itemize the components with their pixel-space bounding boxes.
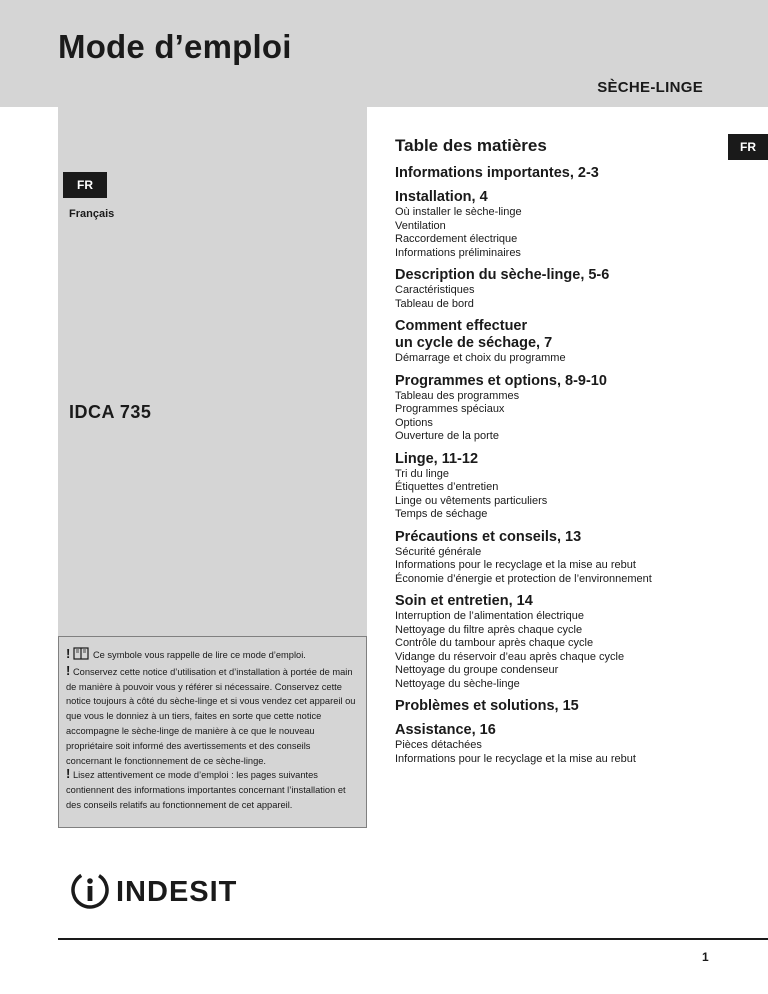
toc-item: Informations préliminaires [395, 246, 521, 259]
toc-section [395, 267, 725, 311]
toc-item: Où installer le sèche-linge [395, 206, 522, 218]
toc-list [395, 165, 725, 773]
toc-heading: Table des matières [395, 136, 547, 155]
toc-section-title: Linge, 11-12 [395, 450, 479, 467]
toc-section [395, 373, 725, 444]
toc-item: Informations pour le recyclage et la mise au rebut [395, 559, 636, 571]
toc-section [395, 698, 725, 715]
notice-text-2: Conservez cette notice d’utilisation et d’installation à portée de main de manière à pouvoir vous y référer si nécessaire. Conservez cette notice toujours à côté du sèche-linge et si vous vendez cet appareil ou que vous le donniez à un tiers, faites en sorte que cette notice accompagne le sèche-linge de manière à ce que le nouveau propriétaire soit informé des avertissements et des conseils concernant le fonctionnement de ce sèche-linge. [66, 666, 356, 766]
toc-item: Tableau des programmes [395, 389, 520, 402]
toc-section [395, 529, 725, 587]
toc-item: Contrôle du tambour après chaque cycle [395, 637, 594, 649]
brand-name: INDESIT [116, 876, 238, 908]
footer-divider [58, 938, 768, 940]
book-icon [73, 647, 89, 665]
page-number: 1 [702, 950, 709, 964]
toc-item: Options [395, 416, 433, 429]
toc-item: Temps de séchage [395, 508, 488, 520]
toc-section [395, 593, 725, 691]
toc-item: Interruption de l’alimentation électrique [395, 610, 584, 622]
toc-section-title: Programmes et options, 8-9-10 [395, 372, 607, 389]
warning-mark: ! [66, 662, 71, 678]
toc-item: Nettoyage du filtre après chaque cycle [395, 623, 583, 636]
toc-section-title: Soin et entretien, 14 [395, 593, 533, 609]
notice-text-1: Ce symbole vous rappelle de lire ce mode d’emploi. [92, 650, 306, 660]
toc-section [395, 165, 725, 182]
toc-item: Sécurité générale [395, 545, 482, 558]
language-name: Français [69, 208, 115, 220]
toc-section-title: Description du sèche-linge, 5-6 [395, 267, 610, 283]
notice-paragraph-3 [66, 768, 358, 812]
brand-logo [70, 870, 237, 915]
warning-mark: ! [66, 766, 71, 782]
notice-text-3: Lisez attentivement ce mode d’emploi : les pages suivantes contiennent des informations importantes concernant l’installation et des conseils relatifs au fonctionnement de cet appareil. [66, 770, 346, 810]
toc-language-badge: FR [728, 134, 768, 160]
toc-section [395, 722, 725, 766]
notice-box [58, 636, 367, 828]
toc-section [395, 451, 725, 522]
model-name: IDCA 735 [69, 402, 152, 422]
toc-section [395, 189, 725, 260]
toc-item: Nettoyage du sèche-linge [395, 677, 520, 690]
toc-section-title: Comment effectuer un cycle de séchage, 7 [395, 318, 553, 351]
toc-item: Caractéristiques [395, 284, 475, 296]
toc-item: Informations pour le recyclage et la mise au rebut [395, 752, 636, 765]
notice-line-1 [66, 647, 358, 665]
toc-item: Pièces détachées [395, 739, 482, 751]
toc-section [395, 318, 725, 366]
toc-item: Ouverture de la porte [395, 430, 499, 442]
toc-item: Raccordement électrique [395, 233, 518, 245]
toc-item: Démarrage et choix du programme [395, 352, 566, 364]
toc-item: Vidange du réservoir d’eau après chaque cycle [395, 650, 625, 663]
brand-i-icon [70, 870, 110, 915]
toc-item: Économie d’énergie et protection de l’environnement [395, 572, 652, 585]
toc-item: Linge ou vêtements particuliers [395, 494, 548, 507]
toc-section-title: Informations importantes, 2-3 [395, 165, 599, 181]
page-title: Mode d’emploi [58, 28, 292, 65]
toc-section-title: Précautions et conseils, 13 [395, 528, 582, 545]
toc-item: Nettoyage du groupe condenseur [395, 664, 559, 676]
product-type: SÈCHE-LINGE [597, 79, 703, 96]
toc-section-title: Assistance, 16 [395, 722, 496, 738]
toc-section-title: Problèmes et solutions, 15 [395, 698, 579, 714]
toc-item: Tableau de bord [395, 297, 474, 310]
toc-item: Programmes spéciaux [395, 403, 505, 415]
toc-section-title: Installation, 4 [395, 189, 488, 205]
toc-item: Ventilation [395, 219, 446, 232]
language-badge: FR [63, 172, 107, 198]
notice-paragraph-2 [66, 662, 358, 769]
warning-mark: ! [66, 646, 71, 661]
toc-item: Tri du linge [395, 467, 450, 480]
toc-item: Étiquettes d’entretien [395, 481, 499, 493]
